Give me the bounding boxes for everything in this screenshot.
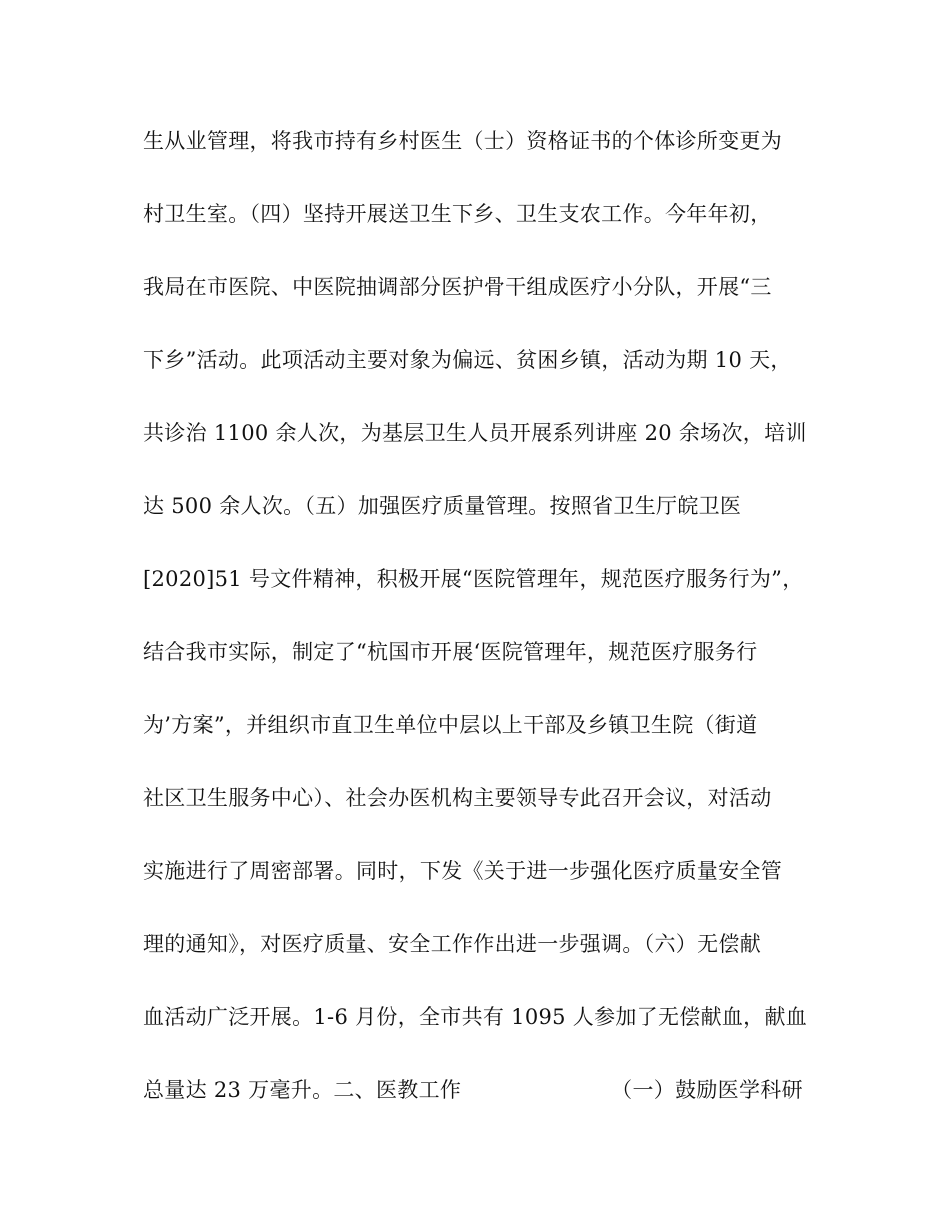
body-text bbox=[143, 120, 823, 1142]
text-line-8: 结合我市实际，制定了“杭国市开展‘医院管理年，规范医疗服务行 bbox=[143, 640, 758, 664]
text-line-2: 村卫生室。（四）坚持开展送卫生下乡、卫生支农工作。今年年初， bbox=[143, 202, 772, 226]
text-line-7: [2020]51 号文件精神，积极开展“医院管理年，规范医疗服务行为”， bbox=[143, 567, 804, 591]
text-line-14-right: （一）鼓励医学科研 bbox=[611, 1078, 803, 1102]
text-line-11: 实施进行了周密部署。同时，下发《关于进一步强化医疗质量安全管 bbox=[143, 859, 782, 883]
text-line-5: 共诊治 1100 余人次，为基层卫生人员开展系列讲座 20 余场次，培训 bbox=[143, 421, 807, 445]
text-line-13: 血活动广泛开展。1-6 月份，全市共有 1095 人参加了无偿献血，献血 bbox=[143, 1005, 808, 1029]
text-line-1: 生从业管理，将我市持有乡村医生（士）资格证书的个体诊所变更为 bbox=[143, 129, 782, 153]
text-line-14 bbox=[143, 1069, 823, 1142]
text-line-3: 我局在市医院、中医院抽调部分医护骨干组成医疗小分队，开展“三 bbox=[143, 275, 772, 299]
text-line-10: 社区卫生服务中心）、社会办医机构主要领导专此召开会议，对活动 bbox=[143, 786, 772, 810]
text-line-12: 理的通知》，对医疗质量、安全工作作出进一步强调。（六）无偿献 bbox=[143, 932, 761, 956]
text-line-14-left: 总量达 23 万毫升。二、医教工作 bbox=[143, 1078, 462, 1102]
text-line-4: 下乡”活动。此项活动主要对象为偏远、贫困乡镇，活动为期 10 天， bbox=[143, 348, 792, 372]
text-line-6: 达 500 余人次。（五）加强医疗质量管理。按照省卫生厅皖卫医 bbox=[143, 494, 742, 518]
text-line-9: 为’方案”，并组织市直卫生单位中层以上干部及乡镇卫生院（街道 bbox=[143, 713, 758, 737]
